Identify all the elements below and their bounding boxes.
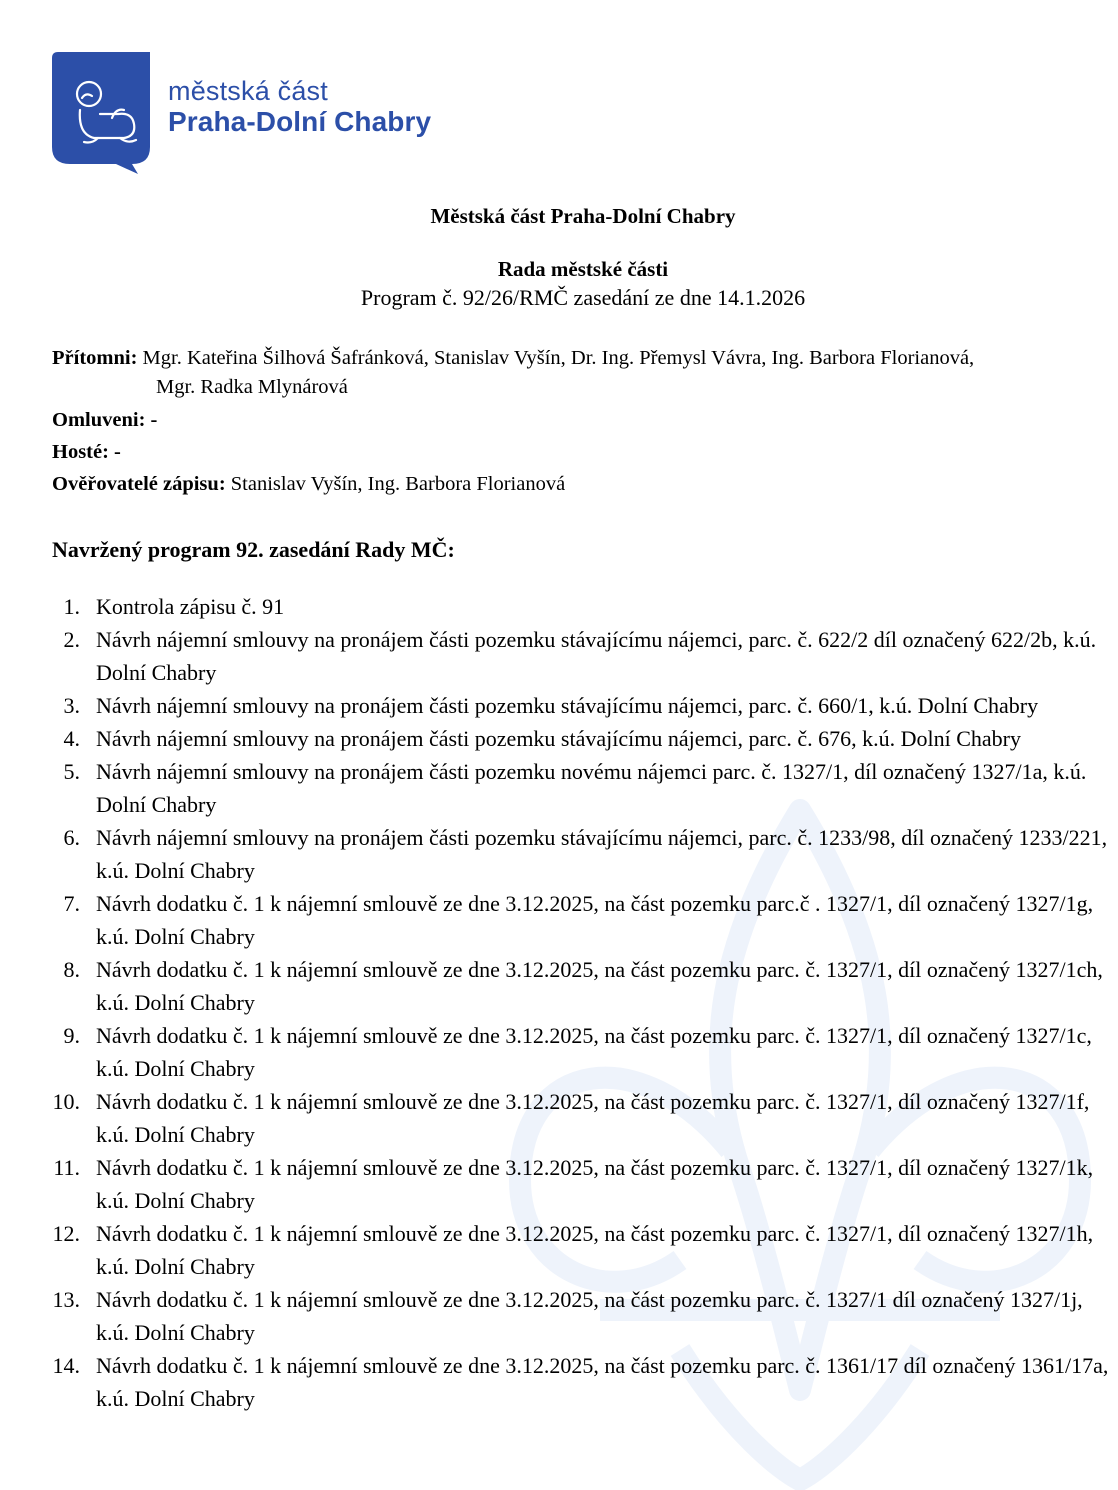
verifiers-label: Ověřovatelé zápisu: — [52, 473, 226, 495]
agenda-item — [52, 1217, 1118, 1283]
agenda-item-text: Návrh dodatku č. 1 k nájemní smlouvě ze dne 3.12.2025, na část pozemku parc. č. 1361/17 díl označený 1361/17a, k.ú. Dolní Chabry — [96, 1353, 1109, 1411]
agenda-item-number: 12. — [52, 1221, 80, 1246]
present-row — [52, 342, 974, 375]
agenda-item-number: 9. — [63, 1023, 80, 1048]
present-list: Mgr. Kateřina Šilhová Šafránková, Stanislav Vyšín, Dr. Ing. Přemysl Vávra, Ing. Barbora Florianová, — [142, 347, 975, 369]
agenda-item-text: Kontrola zápisu č. 91 — [96, 594, 285, 619]
agenda-item-text: Návrh dodatku č. 1 k nájemní smlouvě ze dne 3.12.2025, na část pozemku parc. č. 1327/1, díl označený 1327/1c, k.ú. Dolní Chabry — [96, 1023, 1092, 1081]
agenda-item-number: 13. — [52, 1287, 80, 1312]
logo-line-2: Praha-Dolní Chabry — [168, 106, 432, 137]
agenda-item — [52, 689, 1118, 722]
agenda-item-number: 3. — [63, 693, 80, 718]
agenda-item — [52, 1085, 1118, 1151]
agenda-item — [52, 1151, 1118, 1217]
guests-label: Hosté: - — [52, 441, 121, 463]
agenda-item — [52, 755, 1118, 821]
agenda-item-text: Návrh nájemní smlouvy na pronájem části pozemku stávajícímu nájemci, parc. č. 1233/98, díl označený 1233/221, k.ú. Dolní Chabry — [96, 825, 1108, 883]
agenda-item-number: 7. — [63, 891, 80, 916]
agenda-item-number: 4. — [63, 726, 80, 751]
agenda-item-text: Návrh nájemní smlouvy na pronájem části pozemku novému nájemci parc. č. 1327/1, díl označený 1327/1a, k.ú. Dolní Chabry — [96, 759, 1087, 817]
council-title: Rada městské části — [497, 257, 669, 281]
agenda-item-text: Návrh dodatku č. 1 k nájemní smlouvě ze dne 3.12.2025, na část pozemku parc. č. 1327/1, díl označený 1327/1ch, k.ú. Dolní Chabry — [96, 957, 1103, 1015]
logo-line-1: městská část — [168, 76, 328, 106]
agenda-item — [52, 1019, 1118, 1085]
verifiers-row — [52, 468, 565, 501]
agenda-item — [52, 623, 1118, 689]
excused-label: Omluveni: - — [52, 409, 158, 431]
agenda-item-number: 14. — [52, 1353, 80, 1378]
agenda-item-number: 2. — [63, 627, 80, 652]
present-label: Přítomni: — [52, 347, 138, 369]
agenda-item-number: 11. — [53, 1155, 80, 1180]
excused-row — [52, 404, 157, 437]
logo-wordmark — [168, 76, 431, 138]
agenda-item-text: Návrh dodatku č. 1 k nájemní smlouvě ze dne 3.12.2025, na část pozemku parc. č. 1327/1 díl označený 1327/1j, k.ú. Dolní Chabry — [96, 1287, 1083, 1345]
agenda-item-text: Návrh dodatku č. 1 k nájemní smlouvě ze dne 3.12.2025, na část pozemku parc. č. 1327/1, díl označený 1327/1f, k.ú. Dolní Chabry — [96, 1089, 1090, 1147]
agenda-item — [52, 1349, 1118, 1415]
agenda-item-number: 6. — [63, 825, 80, 850]
agenda-item — [52, 722, 1118, 755]
agenda-item — [52, 887, 1118, 953]
agenda-item-text: Návrh dodatku č. 1 k nájemní smlouvě ze dne 3.12.2025, na část pozemku parc.č . 1327/1, díl označený 1327/1g, k.ú. Dolní Chabry — [96, 891, 1094, 949]
agenda-item-number: 10. — [52, 1089, 80, 1114]
guests-row — [52, 436, 121, 469]
agenda-item — [52, 953, 1118, 1019]
agenda-item — [52, 821, 1118, 887]
agenda-list — [52, 590, 1118, 1415]
agenda-item-text: Návrh nájemní smlouvy na pronájem části pozemku stávajícímu nájemci, parc. č. 676, k.ú. Dolní Chabry — [96, 726, 1021, 751]
verifiers-names: Stanislav Vyšín, Ing. Barbora Florianová — [230, 473, 566, 495]
agenda-item-text: Návrh dodatku č. 1 k nájemní smlouvě ze dne 3.12.2025, na část pozemku parc. č. 1327/1, díl označený 1327/1h, k.ú. Dolní Chabry — [96, 1221, 1094, 1279]
agenda-item — [52, 1283, 1118, 1349]
program-title: Program č. 92/26/RMČ zasedání ze dne 14.1.2026 — [360, 285, 806, 310]
organization-title: Městská část Praha-Dolní Chabry — [430, 204, 736, 228]
agenda-item — [52, 590, 1118, 623]
agenda-item-number: 5. — [63, 759, 80, 784]
present-list-continued: Mgr. Radka Mlynárová — [156, 376, 348, 398]
agenda-item-number: 1. — [63, 594, 80, 619]
agenda-item-text: Návrh nájemní smlouvy na pronájem části pozemku stávajícímu nájemci, parc. č. 660/1, k.ú. Dolní Chabry — [96, 693, 1039, 718]
agenda-item-text: Návrh nájemní smlouvy na pronájem části pozemku stávajícímu nájemci, parc. č. 622/2 díl označený 622/2b, k.ú. Dolní Chabry — [96, 627, 1097, 685]
agenda-item-number: 8. — [63, 957, 80, 982]
lamb-shield-icon — [52, 52, 150, 176]
agenda-heading: Navržený program 92. zasedání Rady MČ: — [52, 537, 455, 562]
agenda-item-text: Návrh dodatku č. 1 k nájemní smlouvě ze dne 3.12.2025, na část pozemku parc. č. 1327/1, díl označený 1327/1k, k.ú. Dolní Chabry — [96, 1155, 1094, 1213]
